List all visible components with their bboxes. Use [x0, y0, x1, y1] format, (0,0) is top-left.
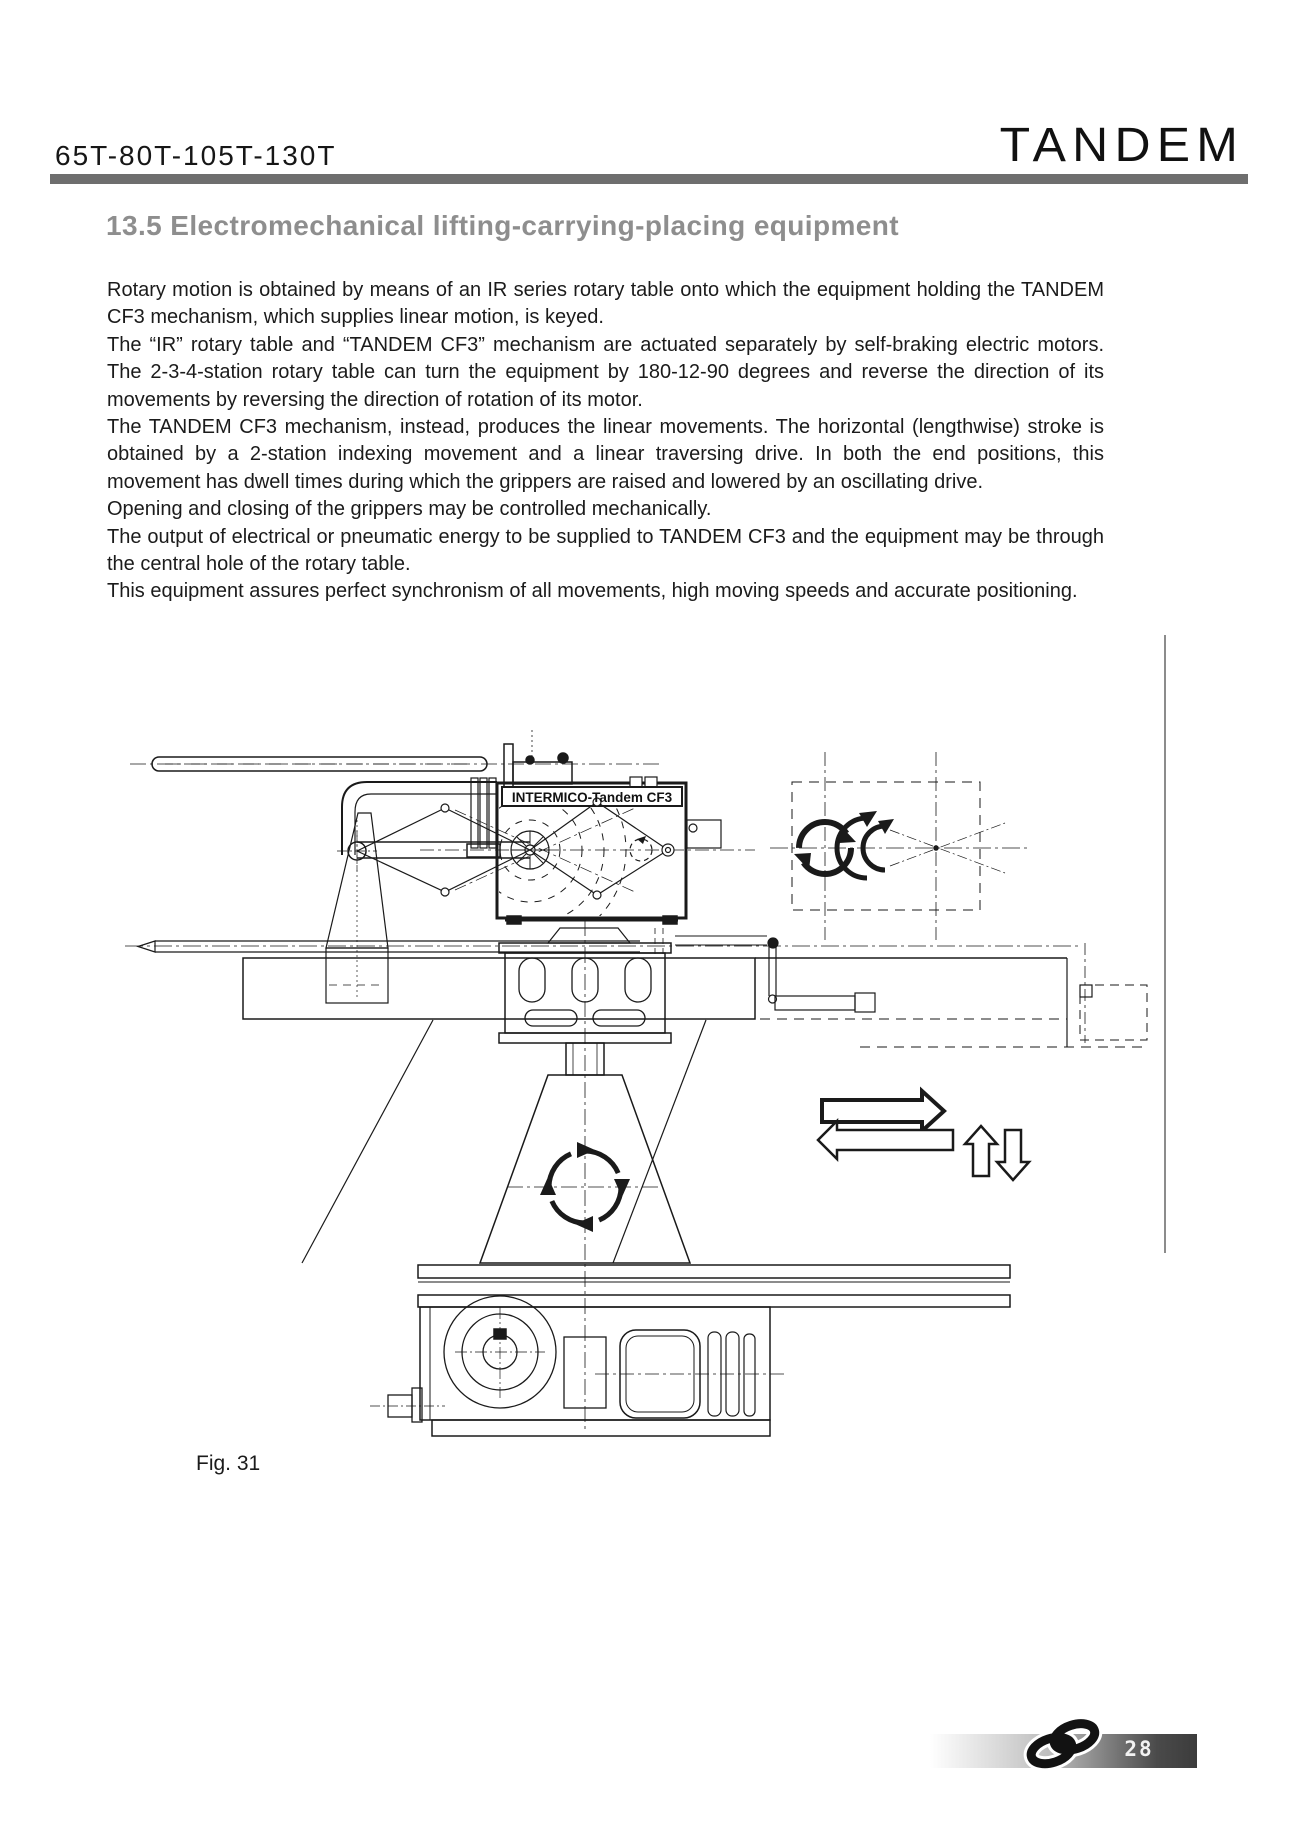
side-bracket: [687, 820, 721, 848]
section-title: 13.5 Electromechanical lifting-carrying-placing equipment: [106, 210, 899, 241]
body-text: [107, 277, 1104, 606]
paragraph: Rotary motion is obtained by means of an IR series rotary table onto which the equipment holding the TANDEM CF3 mechanism, which supplies linear motion, is keyed.: [107, 279, 1104, 329]
base-drive-unit: [370, 1265, 1010, 1436]
figure-caption: Fig. 31: [196, 1452, 261, 1475]
lower-rail: [125, 941, 1085, 1043]
arrow-left-icon: [818, 1121, 953, 1159]
intermico-logo-icon: [1010, 1706, 1114, 1780]
header-model-range: 65T-80T-105T-130T: [55, 140, 337, 171]
header-divider-bar: [50, 174, 1248, 184]
header-brand-tandem: TANDEM: [999, 119, 1244, 172]
paragraph: The TANDEM CF3 mechanism, instead, produces the linear movements. The horizontal (lengthwise) stroke is obtained by a 2-station indexing movement and a linear traversing drive. In both the end positions, this movement has dwell times during which the grippers are raised and lowered by an oscillating drive.: [107, 416, 1104, 493]
paragraph: This equipment assures perfect synchronism of all movements, high moving speeds and accurate positioning.: [107, 580, 1078, 603]
arrow-up-icon: [965, 1126, 997, 1176]
page-number: 28: [1124, 1737, 1154, 1761]
arrow-down-icon: [997, 1130, 1029, 1180]
paragraph: The “IR” rotary table and “TANDEM CF3” mechanism are actuated separately by self-braking electric motors. The 2-3-4-station rotary table can turn the equipment by 180-12-90 degrees and reverse the direction of its movements by reversing the direction of rotation of its motor.: [107, 333, 1104, 411]
paragraph: The output of electrical or pneumatic energy to be supplied to TANDEM CF3 and the equipment may be through the central hole of the rotary table.: [107, 525, 1104, 576]
tandem-cf3-diagram: [115, 630, 1195, 1510]
rotary-pedestal: [302, 920, 706, 1430]
figure-nameplate-label: INTERMICO-Tandem CF3: [511, 790, 673, 805]
arrow-right-icon: [822, 1091, 944, 1131]
paragraph: Opening and closing of the grippers may be controlled mechanically.: [107, 498, 712, 521]
motion-arrows: [818, 1091, 1029, 1180]
rotary-station-symbol: [770, 752, 1030, 940]
end-bracket: [675, 936, 875, 1012]
figure-31-drawing: [115, 630, 1195, 1510]
